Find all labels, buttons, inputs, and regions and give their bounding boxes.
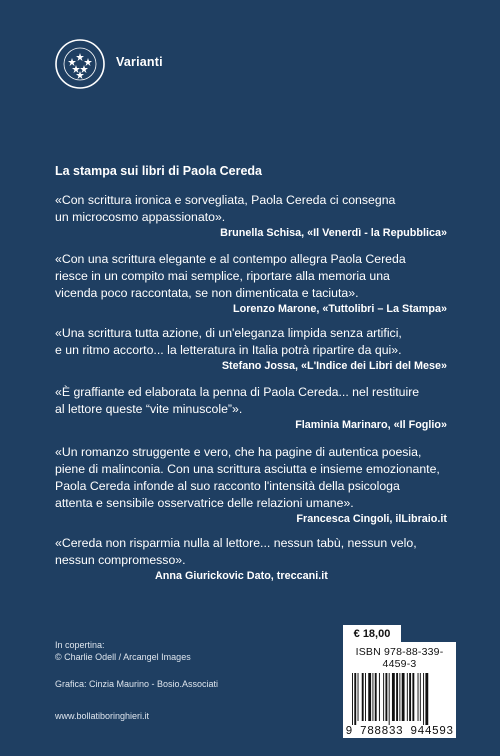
- quote-text: «Con scrittura ironica e sorvegliata, Paola Cereda ci consegna un microcosmo appassionato».: [55, 193, 396, 224]
- cover-label: In copertina:: [55, 640, 105, 650]
- isbn-number: ISBN 978-88-339-4459-3: [355, 646, 444, 670]
- quote-text: «Cereda non risparmia nulla al lettore... nessun tabù, nessun velo, nessun compromesso».: [55, 536, 417, 567]
- graphics-credit: Grafica: Cinzia Maurino - Bosio.Associati: [55, 679, 219, 689]
- quote-6: [55, 535, 447, 582]
- quote-text: «Un romanzo struggente e vero, che ha pagine di autentica poesia, piene di malinconia. Con una scrittura asciutta e insieme emozionante, Paola Cereda infonde al suo racconto l'intensità della psicologa attenta e sensibile osservatrice delle relazioni umane».: [55, 445, 440, 510]
- quote-text: «È graffiante ed elaborata la penna di Paola Cereda... nel restituire al lettore queste “vite minuscole”».: [55, 385, 420, 416]
- ean-number: 9 788833 944593: [345, 725, 454, 738]
- quote-source: Stefano Jossa, «L'Indice dei Libri del Mese»: [221, 360, 447, 372]
- cover-credit: © Charlie Odell / Arcangel Images: [55, 652, 191, 662]
- quote-source: Francesca Cingoli, ilLibraio.it: [296, 513, 447, 525]
- quote-text: «Una scrittura tutta azione, di un'eleganza limpida senza artifici, e un ritmo accorto... la letteratura in Italia potrà ripartire da qui».: [55, 326, 402, 357]
- quote-5: [55, 444, 447, 525]
- quote-text: «Con una scrittura elegante e al contempo allegra Paola Cereda riesce in un compito mai semplice, riportare alla memoria una vicenda poco raccontata, se non dimenticata e taciuta».: [55, 252, 406, 300]
- quote-1: [55, 192, 447, 239]
- press-heading: La stampa sui libri di Paola Cereda: [55, 164, 263, 178]
- quote-source: Brunella Schisa, «Il Venerdì - la Repubblica»: [220, 227, 447, 239]
- price-tag: € 18,00: [343, 625, 401, 643]
- publisher-logo: [54, 38, 106, 90]
- quote-4: [55, 384, 447, 431]
- isbn-barcode-box: [343, 642, 456, 738]
- quote-2: [55, 251, 447, 315]
- barcode-image: [350, 673, 450, 725]
- quote-3: [55, 325, 447, 372]
- quote-source: Anna Giurickovic Dato, treccani.it: [155, 570, 328, 582]
- cover-credits: [55, 639, 191, 663]
- series-name: Varianti: [116, 55, 163, 69]
- quote-source: Flaminia Marinaro, «Il Foglio»: [295, 419, 447, 431]
- quote-source: Lorenzo Marone, «Tuttolibri – La Stampa»: [233, 303, 447, 315]
- publisher-website: www.bollatiboringhieri.it: [55, 711, 150, 721]
